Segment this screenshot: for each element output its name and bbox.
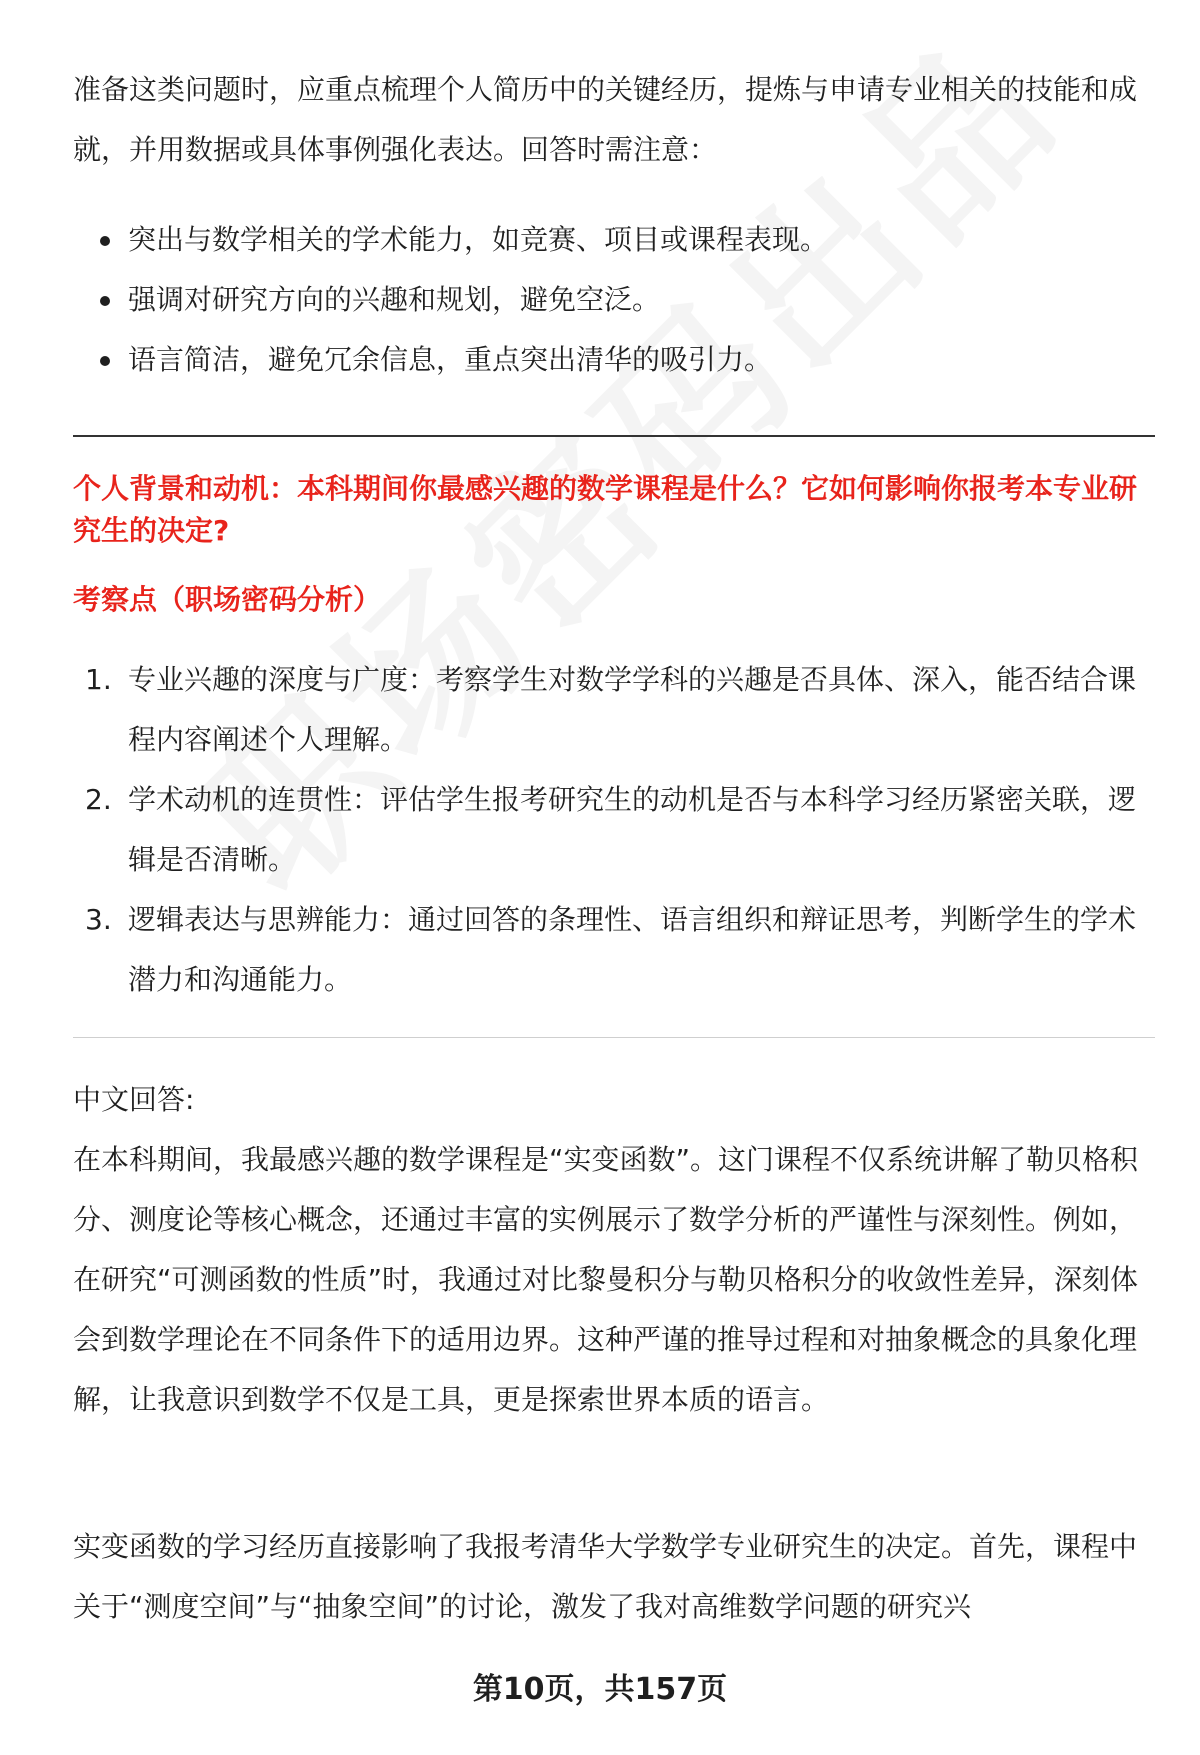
answer-divider (73, 1037, 1155, 1038)
answer-label: 中文回答: (73, 1083, 195, 1116)
section-divider (73, 435, 1155, 437)
question-heading: 个人背景和动机：本科期间你最感兴趣的数学课程是什么？它如何影响你报考本专业研究生的决定? (73, 472, 1138, 547)
list-item (73, 650, 1155, 770)
list-item: 突出与数学相关的学术能力，如竞赛、项目或课程表现。 (73, 210, 828, 270)
list-item (73, 890, 1155, 1010)
page-number: 第10页，共157页 (472, 1672, 728, 1707)
list-number: 3. (85, 903, 112, 936)
intro-paragraph: 准备这类问题时，应重点梳理个人简历中的关键经历，提炼与申请专业相关的技能和成就，并用数据或具体事例强化表达。回答时需注意： (73, 73, 1138, 166)
list-text: 学术动机的连贯性：评估学生报考研究生的动机是否与本科学习经历紧密关联，逻辑是否清晰。 (128, 783, 1137, 876)
assessment-heading: 考察点（职场密码分析） (73, 583, 382, 616)
list-item: 强调对研究方向的兴趣和规划，避免空泛。 (73, 270, 828, 330)
list-item: 语言简洁，避免冗余信息，重点突出清华的吸引力。 (73, 330, 828, 390)
answer-paragraph-2: 实变函数的学习经历直接影响了我报考清华大学数学专业研究生的决定。首先，课程中关于“测度空间”与“抽象空间”的讨论，激发了我对高维数学问题的研究兴 (73, 1530, 1138, 1623)
list-text: 逻辑表达与思辨能力：通过回答的条理性、语言组织和辩证思考，判断学生的学术潜力和沟通能力。 (128, 903, 1137, 996)
assessment-list (73, 650, 1155, 1010)
tips-list (73, 210, 828, 390)
answer-paragraph-1: 在本科期间，我最感兴趣的数学课程是“实变函数”。这门课程不仅系统讲解了勒贝格积分、测度论等核心概念，还通过丰富的实例展示了数学分析的严谨性与深刻性。例如，在研究“可测函数的性质”时，我通过对比黎曼积分与勒贝格积分的收敛性差异，深刻体会到数学理论在不同条件下的适用边界。这种严谨的推导过程和对抽象概念的具象化理解，让我意识到数学不仅是工具，更是探索世界本质的语言。 (73, 1143, 1139, 1416)
list-item (73, 770, 1155, 890)
list-text: 专业兴趣的深度与广度：考察学生对数学学科的兴趣是否具体、深入，能否结合课程内容阐述个人理解。 (128, 663, 1137, 756)
list-number: 1. (85, 663, 112, 696)
list-number: 2. (85, 783, 112, 816)
